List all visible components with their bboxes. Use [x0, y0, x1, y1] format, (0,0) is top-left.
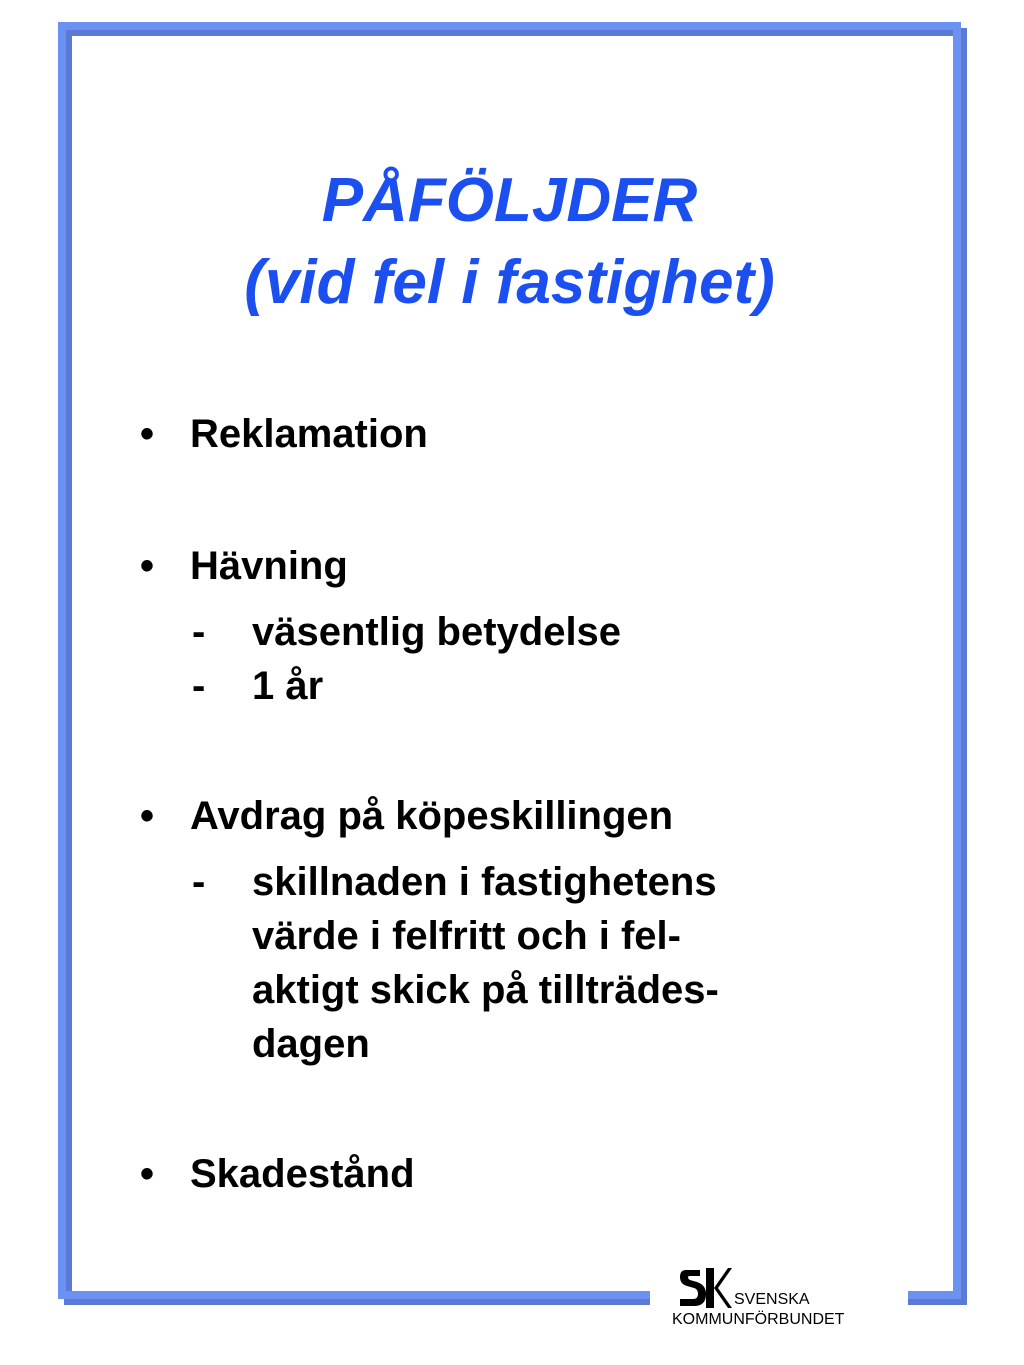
logo-text-svenska: SVENSKA — [734, 1291, 810, 1308]
sub-item-line: aktigt skick på tillträdes- — [252, 968, 719, 1012]
bullet-item-havning: Hävning — [190, 544, 348, 588]
dash-icon: - — [192, 664, 206, 708]
logo-text-kommunforbundet: KOMMUNFÖRBUNDET — [672, 1311, 845, 1328]
dash-icon: - — [192, 610, 206, 654]
dash-icon: - — [192, 860, 206, 904]
bullet-item-reklamation: Reklamation — [190, 412, 428, 456]
bullet-icon: • — [140, 544, 155, 588]
organization-logo — [672, 1266, 902, 1362]
sub-item-line: dagen — [252, 1022, 370, 1066]
sub-item: 1 år — [252, 664, 324, 708]
bullet-icon: • — [140, 794, 155, 838]
sub-item: väsentlig betydelse — [252, 610, 622, 654]
title-line-1: PÅFÖLJDER — [321, 166, 698, 235]
bullet-item-avdrag: Avdrag på köpeskillingen — [190, 794, 674, 838]
sub-item-line: skillnaden i fastighetens — [252, 860, 717, 904]
bullet-icon: • — [140, 1152, 155, 1196]
bullet-icon: • — [140, 412, 155, 456]
bullet-item-skadestand: Skadestånd — [190, 1152, 415, 1196]
sk-logo-mark — [678, 1266, 732, 1314]
sub-item-line: värde i felfritt och i fel- — [252, 914, 681, 958]
title-line-2: (vid fel i fastighet) — [244, 248, 775, 317]
